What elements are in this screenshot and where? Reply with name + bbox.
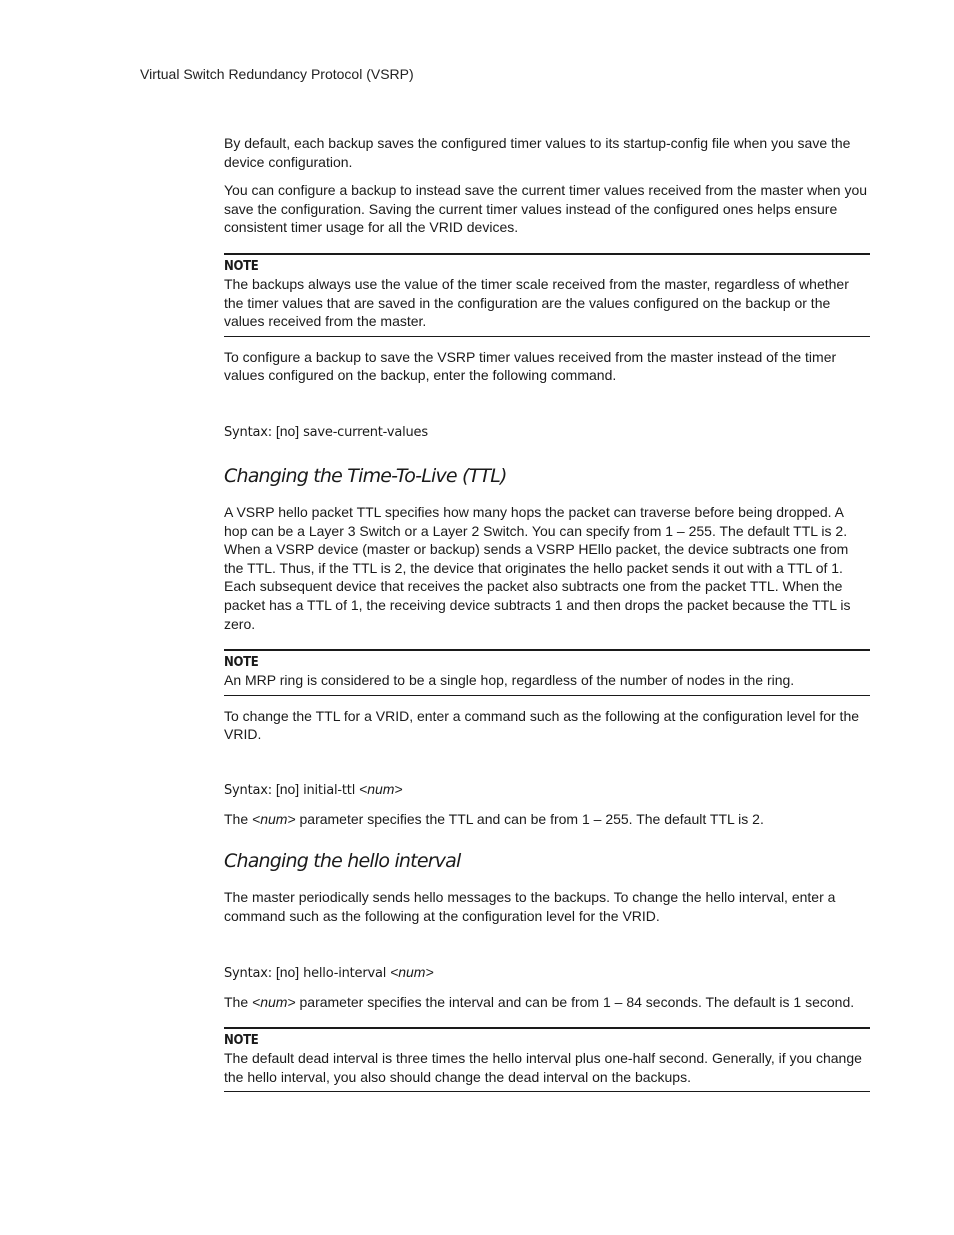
syntax-save-current-values <box>224 422 870 442</box>
syntax-command: save-current-values <box>303 424 428 440</box>
note-box-dead-interval <box>224 1027 870 1092</box>
note-label: NOTE <box>224 258 259 274</box>
page-body <box>224 134 870 1103</box>
running-header: Virtual Switch Redundancy Protocol (VSRP) <box>140 66 414 82</box>
syntax-optional-no: [no] <box>275 780 300 797</box>
param-text-post: parameter specifies the TTL and can be from 1 – 255. The default TTL is 2. <box>295 810 764 827</box>
param-text-post: parameter specifies the interval and can be from 1 – 84 seconds. The default is 1 second. <box>295 993 855 1010</box>
note-text: The default dead interval is three times the hello interval plus one-half second. Generally, if you change the hello interval, you also should change the dead interval on the backups. <box>224 1050 862 1085</box>
syntax-argument: <num> <box>359 780 403 797</box>
note-box-timer-scale <box>224 253 870 337</box>
ttl-instruction: To change the TTL for a VRID, enter a command such as the following at the configuration level for the VRID. <box>224 707 860 743</box>
ttl-paragraph: A VSRP hello packet TTL specifies how many hops the packet can traverse before being dropped. A hop can be a Layer 3 Switch or a Layer 2 Switch. You can specify from 1 – 255. The default TTL is 2. When a VSRP device (master or backup) sends a VSRP HEllo packet, the device subtracts one from the TTL. Thus, if the TTL is 2, the device that originates the hello packet sends it out with a TTL of 1. Each subsequent device that receives the packet also subtracts one from the packet TTL. When the packet has a TTL of 1, the receiving device subtracts 1 and then drops the packet because the TTL is zero. <box>224 503 851 632</box>
section-heading-hello-interval: Changing the hello interval <box>224 850 461 873</box>
intro-paragraph-1: By default, each backup saves the configured timer values to its startup-config file when you save the device configuration. <box>224 135 851 170</box>
param-text-pre: The <box>224 810 253 827</box>
note-text: An MRP ring is considered to be a single hop, regardless of the number of nodes in the ring. <box>224 672 795 689</box>
param-argument: <num> <box>252 993 296 1010</box>
syntax-label: Syntax: <box>224 965 272 981</box>
param-text-pre: The <box>224 993 253 1010</box>
note-label: NOTE <box>224 655 259 671</box>
param-argument: <num> <box>252 810 296 827</box>
note-box-mrp-ring <box>224 649 870 696</box>
syntax-label: Syntax: <box>224 424 272 440</box>
intro-paragraph-2: You can configure a backup to instead save the current timer values received from the master when you save the configuration. Saving the current timer values instead of the configured ones helps ensure consistent timer usage for all the VRID devices. <box>224 182 868 236</box>
syntax-command: hello-interval <box>303 965 387 981</box>
save-current-instruction: To configure a backup to save the VSRP timer values received from the master instead of the timer values configured on the backup, enter the following command. <box>224 348 837 384</box>
syntax-argument: <num> <box>390 963 434 980</box>
section-heading-ttl: Changing the Time-To-Live (TTL) <box>224 464 507 487</box>
note-text: The backups always use the value of the timer scale received from the master, regardless of whether the timer values that are saved in the configuration are the values configured on the backup or the values received from the master. <box>224 275 849 330</box>
syntax-optional-no: [no] <box>275 422 300 439</box>
hello-parameter-description <box>224 993 870 1012</box>
note-label: NOTE <box>224 1033 259 1049</box>
syntax-label: Syntax: <box>224 782 272 798</box>
syntax-optional-no: [no] <box>275 963 300 980</box>
hello-paragraph: The master periodically sends hello messages to the backups. To change the hello interval, enter a command such as the following at the configuration level for the VRID. <box>224 889 836 925</box>
syntax-initial-ttl <box>224 780 870 800</box>
syntax-hello-interval <box>224 963 870 983</box>
ttl-parameter-description <box>224 810 870 829</box>
syntax-command: initial-ttl <box>303 782 356 798</box>
